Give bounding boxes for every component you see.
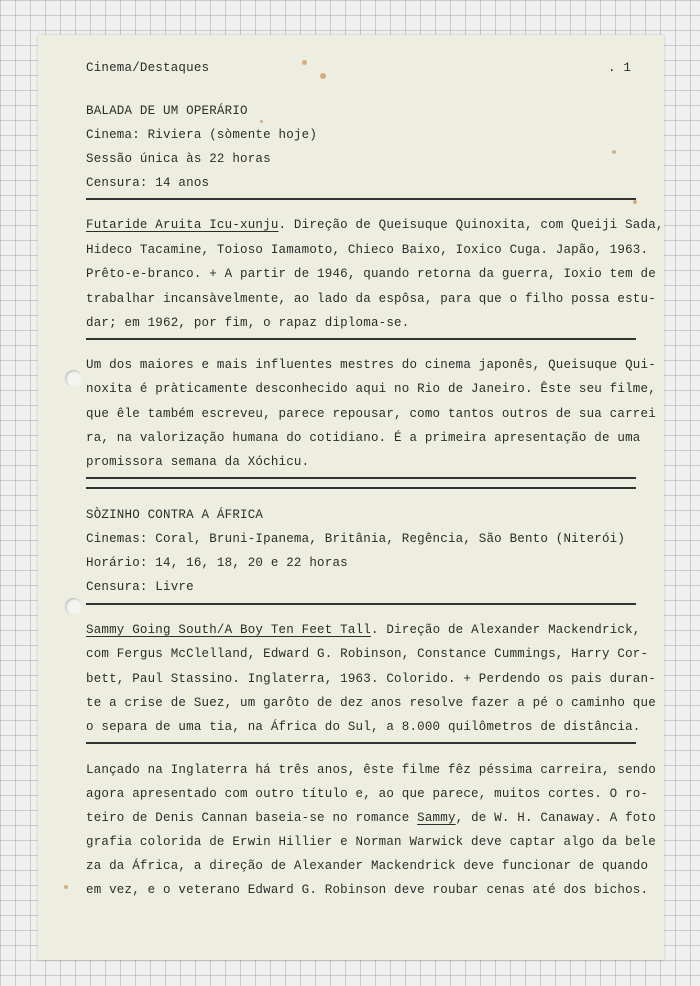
film1-cinema: Cinema: Riviera (sòmente hoje) (86, 128, 318, 142)
film1-original-title: Futaride Aruita Icu-xunju (86, 218, 279, 232)
film2-comment-line: grafia colorida de Erwin Hillier e Norman Warwick deve captar algo da bele (86, 835, 656, 849)
novel-title: Sammy (417, 811, 456, 825)
punch-hole (65, 598, 82, 615)
film2-comment-line: Lançado na Inglaterra há três anos, êste filme fêz péssima carreira, sendo (86, 763, 656, 777)
film1-synopsis-line: Futaride Aruita Icu-xunju. Direção de Queisuque Quinoxita, com Queiji Sada, (86, 218, 664, 232)
film2-synopsis-line: Sammy Going South/A Boy Ten Feet Tall. Direção de Alexander Mackendrick, (86, 623, 641, 637)
film2-title: SÒZINHO CONTRA A ÁFRICA (86, 508, 264, 522)
paper-stain (302, 60, 307, 65)
film1-comment-line: Um dos maiores e mais influentes mestres do cinema japonês, Queisuque Qui- (86, 358, 656, 372)
divider (86, 338, 636, 340)
film1-comment-line: ra, na valorização humana do cotidiano. É a primeira apresentação de uma (86, 431, 641, 445)
section-heading: Cinema/Destaques (86, 61, 210, 75)
film2-comment-line: em vez, e o veterano Edward G. Robinson deve roubar cenas até dos bichos. (86, 883, 649, 897)
film1-title: BALADA DE UM OPERÁRIO (86, 104, 248, 118)
page-number: . 1 (608, 61, 632, 75)
film1-synopsis-line: Prêto-e-branco. + A partir de 1946, quando retorna da guerra, Ioxio tem de (86, 267, 656, 281)
film1-comment-line: noxita é pràticamente desconhecido aqui no Rio de Janeiro. Êste seu filme, (86, 382, 656, 396)
film2-comment-line: za da África, a direção de Alexander Mackendrick deve funcionar de quando (86, 859, 649, 873)
film1-synopsis-line: dar; em 1962, por fim, o rapaz diploma-se. (86, 316, 410, 330)
film1-synopsis-line: trabalhar incansàvelmente, ao lado da espôsa, para que o filho possa estu- (86, 292, 656, 306)
divider (86, 198, 636, 200)
film1-session: Sessão única às 22 horas (86, 152, 271, 166)
divider (86, 603, 636, 605)
film2-synopsis-line: te a crise de Suez, um garôto de dez anos resolve fazer a pé o caminho que (86, 696, 656, 710)
film2-comment-line: agora apresentado com outro título e, ao que parece, muitos cortes. O ro- (86, 787, 649, 801)
paper-stain (260, 120, 263, 123)
film2-synopsis-line: com Fergus McClelland, Edward G. Robinson, Constance Cummings, Harry Cor- (86, 647, 649, 661)
paper-stain (633, 200, 637, 204)
film2-original-title: Sammy Going South/A Boy Ten Feet Tall (86, 623, 371, 637)
film2-synopsis-line: bett, Paul Stassino. Inglaterra, 1963. Colorido. + Perdendo os pais duran- (86, 672, 656, 686)
paper-stain (64, 885, 68, 889)
divider (86, 742, 636, 744)
film1-rating: Censura: 14 anos (86, 176, 210, 190)
film1-comment-line: que êle também escreveu, parece repousar, como tantos outros de sua carrei (86, 407, 656, 421)
film2-synopsis-line: o separa de uma tia, na África do Sul, a 8.000 quilômetros de distância. (86, 720, 641, 734)
film2-schedule: Horário: 14, 16, 18, 20 e 22 horas (86, 556, 348, 570)
film2-rating: Censura: Livre (86, 580, 194, 594)
divider (86, 487, 636, 489)
film2-comment-line: teiro de Denis Cannan baseia-se no romance Sammy, de W. H. Canaway. A foto (86, 811, 656, 825)
film1-comment-line: promissora semana da Xóchicu. (86, 455, 310, 469)
film1-synopsis-line: Hideco Tacamine, Toioso Iamamoto, Chieco Baixo, Ioxico Cuga. Japão, 1963. (86, 243, 649, 257)
paper-stain (612, 150, 616, 154)
punch-hole (65, 370, 82, 387)
film2-cinemas: Cinemas: Coral, Bruni-Ipanema, Britânia, Regência, São Bento (Niterói) (86, 532, 626, 546)
divider (86, 477, 636, 479)
paper-stain (320, 73, 326, 79)
